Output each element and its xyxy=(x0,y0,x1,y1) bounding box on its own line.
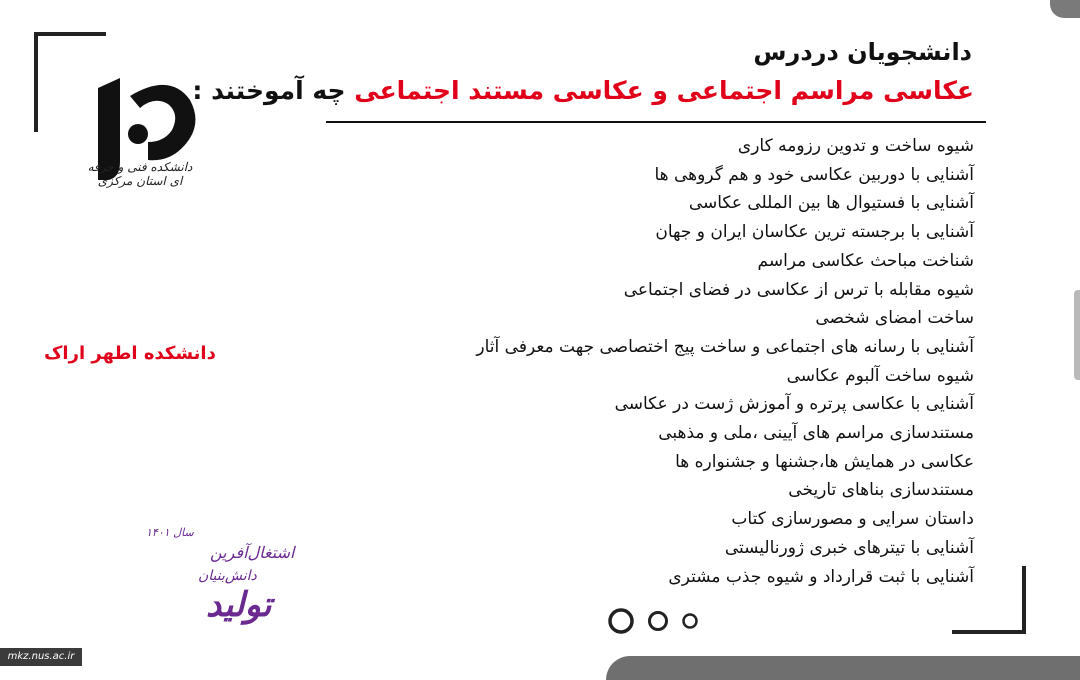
slogan-year: سال ۱۴۰۱ xyxy=(146,526,194,539)
list-item: عکاسی در همایش ها،جشنها و جشنواره ها xyxy=(675,451,974,472)
list-item: آشنایی با رسانه های اجتماعی و ساخت پیج اختصاصی جهت معرفی آثار xyxy=(476,336,974,357)
title-underline xyxy=(326,121,986,123)
topics-list xyxy=(476,132,974,591)
list-item: آشنایی با عکاسی پرتره و آموزش ژست در عکاسی xyxy=(614,394,974,415)
page-subtitle xyxy=(192,76,974,105)
footer-url: mkz.nus.ac.ir xyxy=(0,648,82,666)
list-item: مستندسازی بناهای تاریخی xyxy=(788,480,974,501)
frame-corner-bottom-right xyxy=(952,630,1026,634)
list-item: مستندسازی مراسم های آیینی ،ملی و مذهبی xyxy=(658,423,974,444)
slogan-line3: اشتغال‌آفرین xyxy=(210,543,295,562)
decor-grey-top xyxy=(1050,0,1080,18)
slogan-line1: تولید xyxy=(206,585,272,625)
subtitle-suffix: چه آموختند : xyxy=(192,76,346,105)
list-item: شیوه مقابله با ترس از عکاسی در فضای اجتماعی xyxy=(623,279,974,300)
decor-grey-right xyxy=(1074,290,1080,380)
list-item: آشنایی با برجسته ترین عکاسان ایران و جهان xyxy=(655,222,974,243)
logo-caption: دانشکده فنی و حرفه ای استان مرکزی xyxy=(87,160,193,188)
list-item: آشنایی با دوربین عکاسی خود و هم گروهی ها xyxy=(654,164,974,185)
dots-decoration-icon xyxy=(606,606,706,636)
list-item: آشنایی با فستیوال ها بین المللی عکاسی xyxy=(688,193,974,214)
decor-grey-bottom xyxy=(606,656,1080,680)
list-item: آشنایی با ثبت قرارداد و شیوه جذب مشتری xyxy=(668,566,974,587)
college-name: دانشکده اطهر اراک xyxy=(44,343,216,364)
list-item: شناخت مباحث عکاسی مراسم xyxy=(757,250,974,271)
list-item: ساخت امضای شخصی xyxy=(815,308,974,329)
page-title: دانشجویان دردرس xyxy=(753,38,972,66)
list-item: شیوه ساخت آلبوم عکاسی xyxy=(786,365,974,386)
year-slogan-logo xyxy=(74,518,295,628)
list-item: آشنایی با تیترهای خبری ژورنالیستی xyxy=(724,537,974,558)
frame-corner-top-left xyxy=(34,32,106,36)
slogan-line2: دانش‌بنیان xyxy=(198,568,257,584)
frame-corner-top-left-vertical xyxy=(34,32,38,132)
course-name: عکاسی مراسم اجتماعی و عکاسی مستند اجتماعی xyxy=(354,76,974,105)
list-item: داستان سرایی و مصورسازی کتاب xyxy=(731,509,974,530)
list-item: شیوه ساخت و تدوین رزومه کاری xyxy=(737,136,974,156)
frame-corner-bottom-right-vertical xyxy=(1022,566,1026,634)
